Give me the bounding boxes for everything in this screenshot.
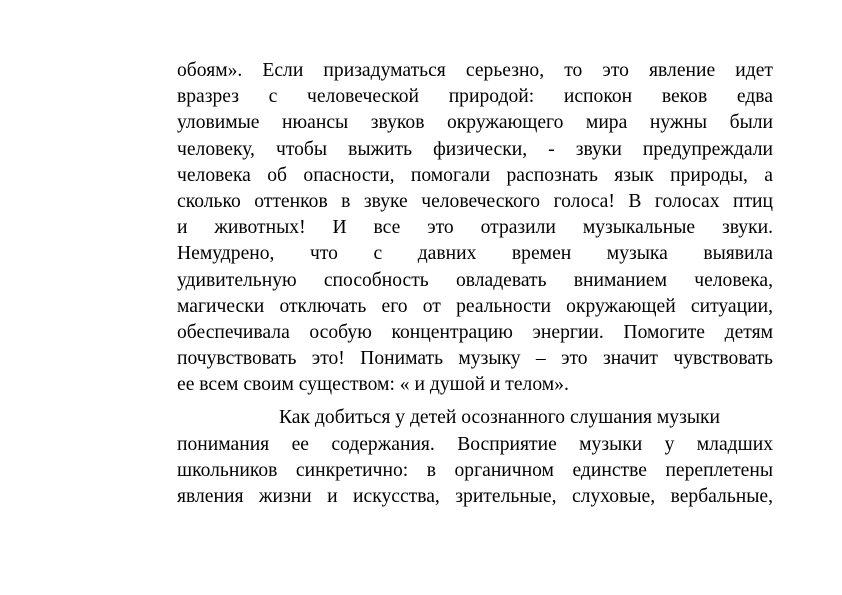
text-line: обоям». Если призадуматься серьезно, то это явление идет: [177, 60, 773, 81]
paragraph-2: [177, 405, 773, 510]
text-line: магически отключать его от реальности окружающей ситуации,: [177, 295, 773, 317]
text-line: удивительную способность овладевать вниманием человека,: [177, 269, 773, 291]
text-line: уловимые нюансы звуков окружающего мира нужны были: [177, 112, 773, 134]
text-line: Как добиться у детей осознанного слушания музыки: [279, 407, 721, 429]
text-line: человеку, чтобы выжить физически, - звуки предупреждали: [177, 138, 773, 160]
text-line: ее всем своим существом: « и душой и телом».: [177, 374, 569, 396]
text-line: сколько оттенков в звуке человеческого голоса! В голосах птиц: [177, 190, 773, 212]
paragraph-1: [177, 58, 773, 398]
text-line: понимания ее содержания. Восприятие музыки у младших: [177, 433, 773, 455]
text-line: явления жизни и искусства, зрительные, слуховые, вербальные,: [177, 486, 773, 507]
text-line: человека об опасности, помогали распознать язык природы, а: [177, 164, 773, 186]
text-line: вразрез с человеческой природой: испокон веков едва: [177, 86, 773, 108]
text-line: Немудрено, что с давних времен музыка выявила: [177, 243, 773, 265]
paragraph-spacer: [177, 398, 773, 405]
text-block: [177, 58, 773, 510]
text-line: почувствовать это! Понимать музыку – это значит чувствовать: [177, 348, 773, 370]
text-line: обеспечивала особую концентрацию энергии. Помогите детям: [177, 321, 773, 343]
text-line: и животных! И все это отразили музыкальные звуки.: [177, 217, 773, 239]
text-line: школьников синкретично: в органичном единстве переплетены: [177, 459, 773, 481]
